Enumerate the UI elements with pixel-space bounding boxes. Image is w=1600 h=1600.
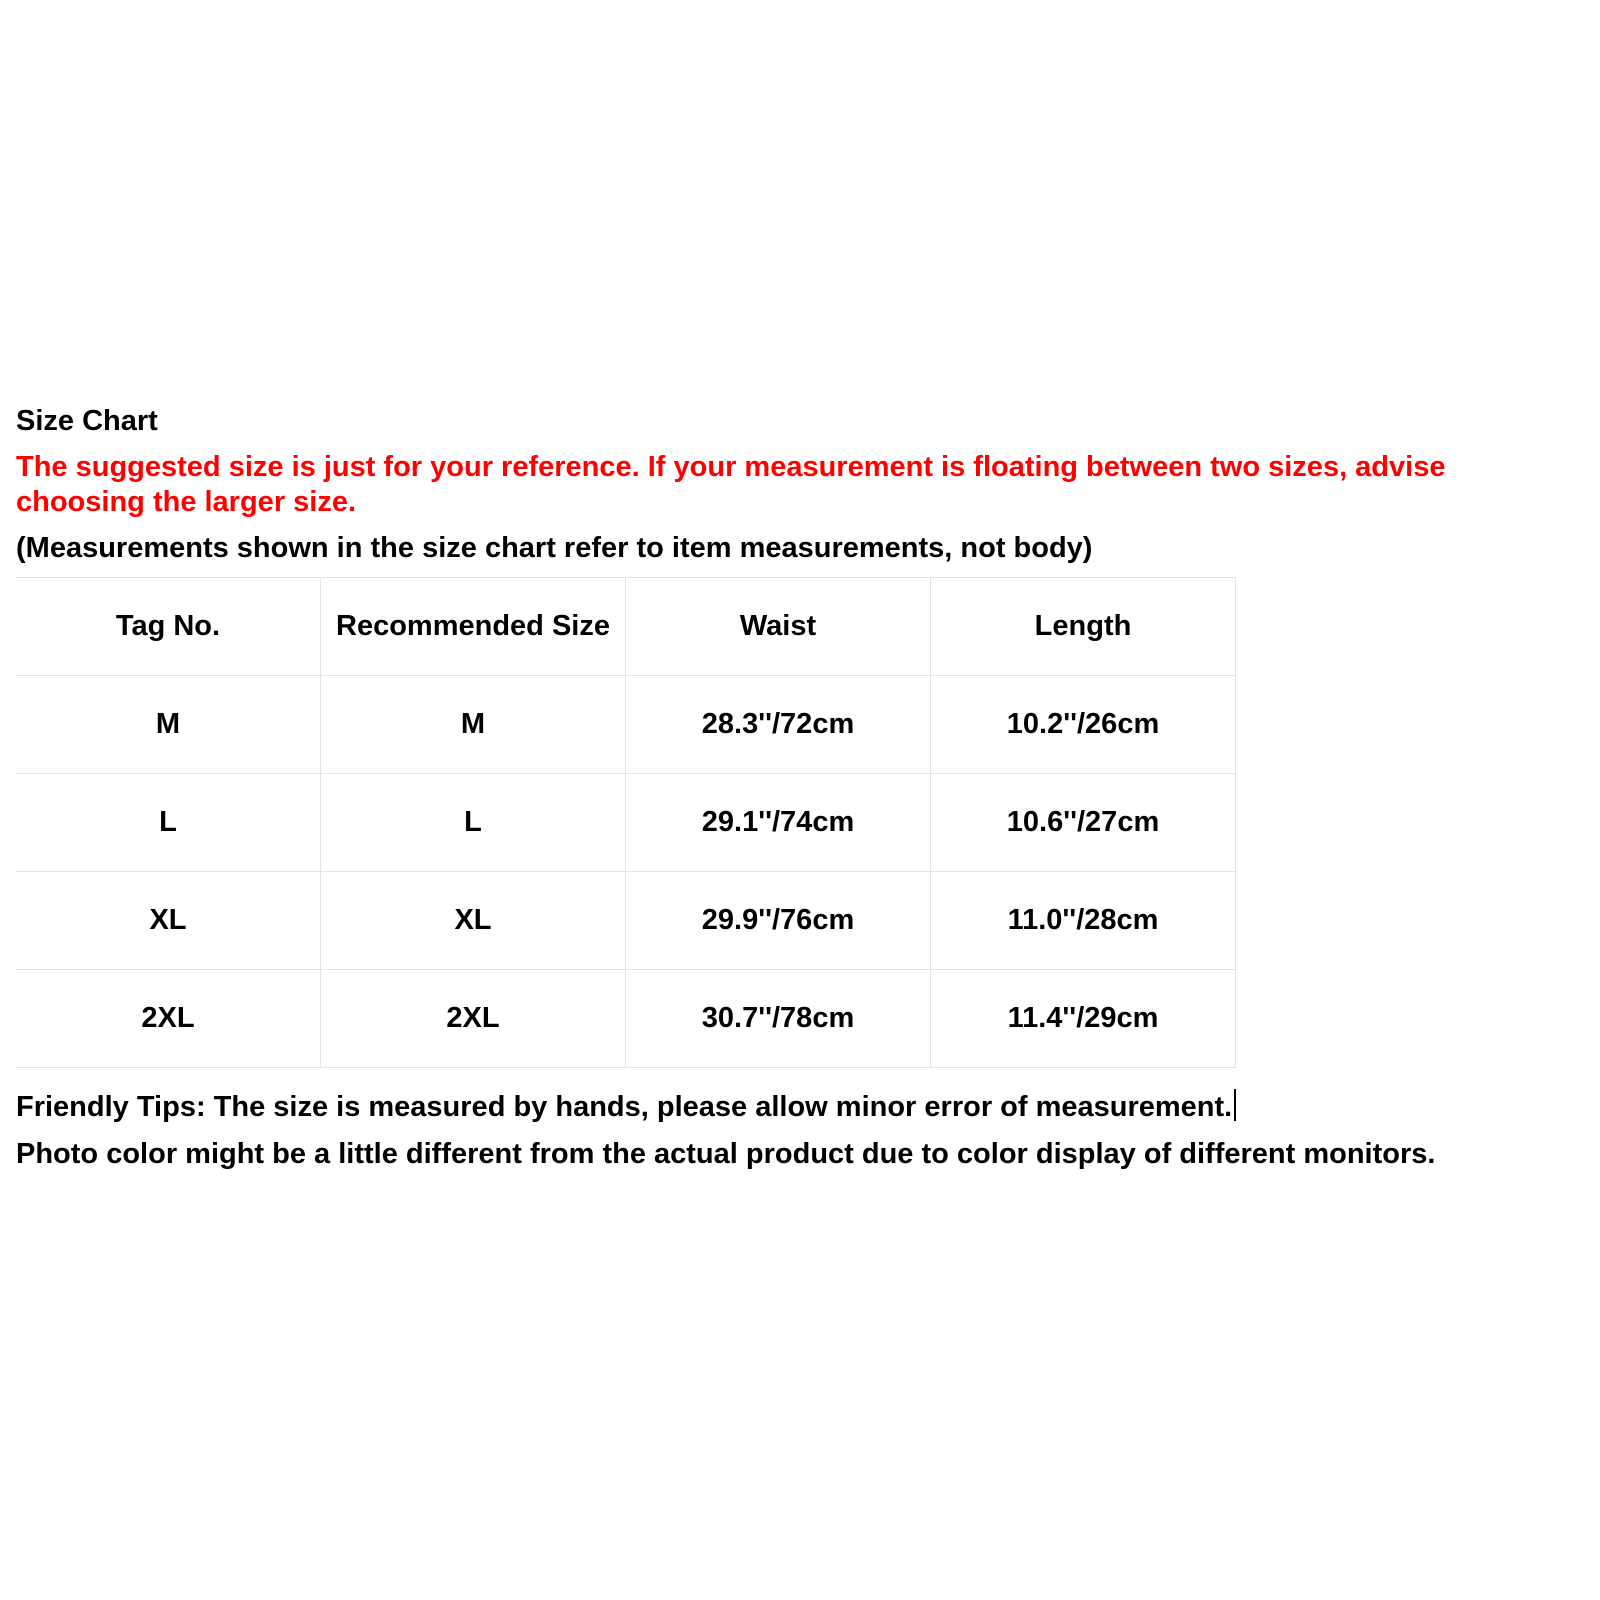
cell-recommended-size: L xyxy=(321,774,626,872)
size-table xyxy=(16,577,1236,1068)
cell-length: 11.0''/28cm xyxy=(931,872,1236,970)
table-row xyxy=(16,872,1236,970)
tips-line-2: Photo color might be a little different from the actual product due to color display of different monitors. xyxy=(16,1138,1436,1170)
table-header-row xyxy=(16,578,1236,676)
cell-tag-no: 2XL xyxy=(16,970,321,1068)
cell-length: 10.2''/26cm xyxy=(931,676,1236,774)
cell-recommended-size: XL xyxy=(321,872,626,970)
cell-tag-no: XL xyxy=(16,872,321,970)
tips-line-1-text: Friendly Tips: The size is measured by hands, please allow minor error of measurement. xyxy=(16,1091,1233,1123)
size-chart-title: Size Chart xyxy=(16,405,158,437)
cell-length: 10.6''/27cm xyxy=(931,774,1236,872)
header-waist: Waist xyxy=(626,578,931,676)
header-recommended-size: Recommended Size xyxy=(321,578,626,676)
header-length: Length xyxy=(931,578,1236,676)
cell-waist: 29.9''/76cm xyxy=(626,872,931,970)
cell-length: 11.4''/29cm xyxy=(931,970,1236,1068)
cell-tag-no: M xyxy=(16,676,321,774)
text-cursor xyxy=(1234,1089,1236,1121)
table-row xyxy=(16,970,1236,1068)
size-recommendation-notice: The suggested size is just for your reference. If your measurement is floating between two sizes, advise choosing the larger size. xyxy=(16,451,1446,518)
tips-line-1 xyxy=(16,1089,1586,1125)
cell-tag-no: L xyxy=(16,774,321,872)
size-chart-document xyxy=(16,404,1586,1183)
cell-recommended-size: 2XL xyxy=(321,970,626,1068)
table-row xyxy=(16,774,1236,872)
cell-waist: 29.1''/74cm xyxy=(626,774,931,872)
measurement-note: (Measurements shown in the size chart refer to item measurements, not body) xyxy=(16,532,1093,564)
table-row xyxy=(16,676,1236,774)
cell-recommended-size: M xyxy=(321,676,626,774)
header-tag-no: Tag No. xyxy=(16,578,321,676)
friendly-tips xyxy=(16,1089,1586,1172)
cell-waist: 30.7''/78cm xyxy=(626,970,931,1068)
cell-waist: 28.3''/72cm xyxy=(626,676,931,774)
